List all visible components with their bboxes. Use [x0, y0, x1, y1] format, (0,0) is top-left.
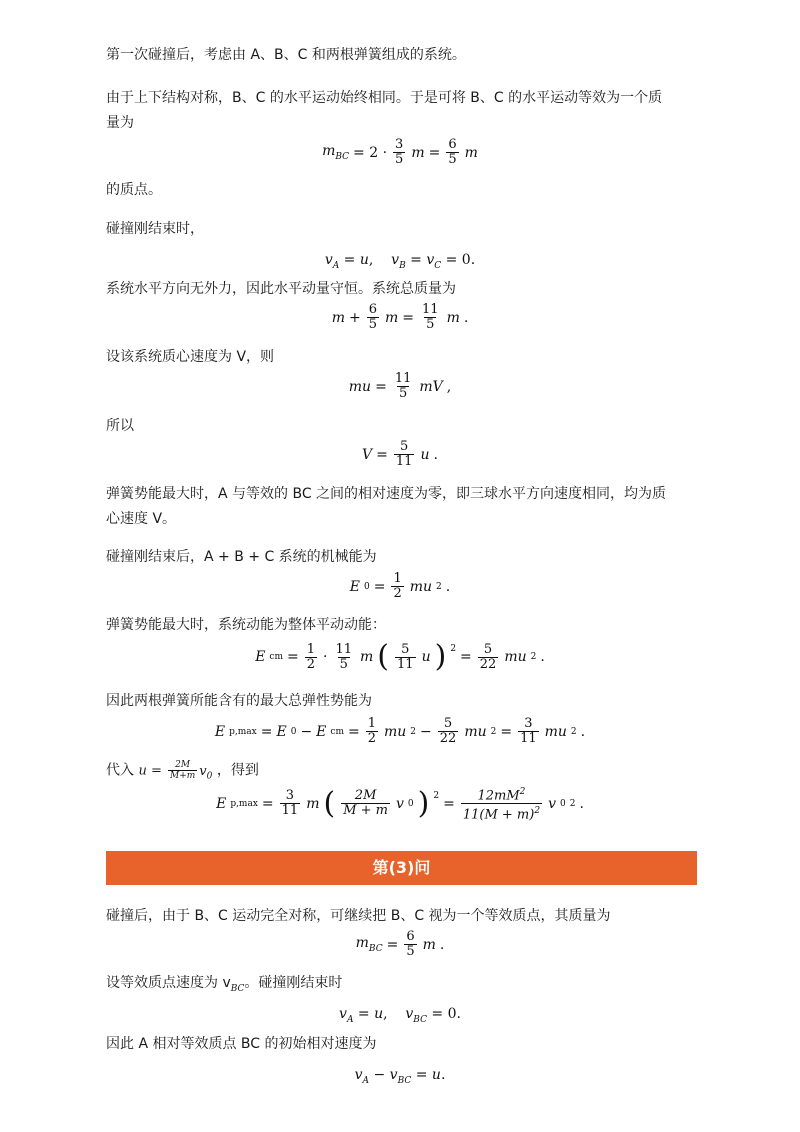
paragraph: 心速度 V。 — [106, 511, 177, 527]
equation-initial-velocities-2: $v_A = u$, $v_{BC} = 0$. — [339, 1006, 461, 1025]
text: 。碰撞刚结束时 — [244, 975, 343, 991]
paragraph: 代入 u = $\frac{2M}{M+m}$ $v_0$ ，得到 — [106, 760, 259, 782]
section-header: 第(3)问 — [106, 851, 697, 885]
paragraph: 弹簧势能最大时，A 与等效的 BC 之间的相对速度为零，即三球水平方向速度相同，均为质 — [106, 486, 667, 502]
text: 设等效质点速度为 v — [106, 975, 231, 991]
equation-e0: E 0 = $\frac{1}{2}$ mu 2 . — [349, 571, 451, 601]
equation-mbc-2: $m_{BC}$ = $\frac{6}{5}$ m . — [355, 929, 445, 959]
paragraph: 的质点。 — [106, 182, 162, 198]
equation-ep-max: E p,max = E 0 − E cm = $\frac{1}{2}$ mu 2 − $\frac{5}{22}$ mu 2 = $\frac{3}{11}$ mu 2 . — [214, 716, 586, 746]
equation-relative-velocity: $v_A - v_{BC} = u$. — [354, 1067, 446, 1086]
paragraph: 因此两根弹簧所能含有的最大总弹性势能为 — [106, 693, 372, 709]
equation-ep-max-final: E p,max = $\frac{3}{11}$ m ( $\frac{2M}{M + m}$ v 0 ) $^2$ = $\frac{12mM^2}{11(M + m)^2}$ v 0 2 . — [216, 785, 584, 823]
equation-ecm: E cm = $\frac{1}{2}$ · $\frac{11}{5}$ m ( $\frac{5}{11}$ u ) $^2$ = $\frac{5}{22}$ mu 2 . — [255, 639, 545, 674]
paragraph: 第一次碰撞后，考虑由 A、B、C 和两根弹簧组成的系统。 — [106, 47, 466, 63]
paragraph: 设等效质点速度为 $v_{BC}$。碰撞刚结束时 — [106, 975, 343, 994]
paragraph: 碰撞刚结束后，A + B + C 系统的机械能为 — [106, 549, 377, 565]
equation-initial-velocities: $v_A = u$, $v_B = v_C = 0$. — [324, 252, 476, 271]
paragraph: 所以 — [106, 418, 134, 434]
equation-momentum: mu = $\frac{11}{5}$ mV , — [348, 371, 452, 401]
equation-mbc: $m_{BC}$ = 2 · $\frac{3}{5}$ m = $\frac{6}{5}$ m — [322, 137, 478, 167]
paragraph: 量为 — [106, 115, 134, 131]
equation-v-cm: V = $\frac{5}{11}$ u . — [362, 439, 438, 469]
paragraph: 碰撞刚结束时， — [106, 221, 204, 237]
paragraph: 碰撞后，由于 B、C 运动完全对称，可继续把 B、C 视为一个等效质点，其质量为 — [106, 908, 611, 924]
paragraph: 因此 A 相对等效质点 BC 的初始相对速度为 — [106, 1036, 377, 1052]
paragraph: 由于上下结构对称，B、C 的水平运动始终相同。于是可将 B、C 的水平运动等效为一个质 — [106, 90, 663, 106]
equation-total-mass: m + $\frac{6}{5}$ m = $\frac{11}{5}$ m . — [331, 302, 469, 332]
text: ，得到 — [216, 762, 259, 779]
paragraph: 弹簧势能最大时，系统动能为整体平动动能： — [106, 617, 386, 633]
paragraph: 系统水平方向无外力，因此水平动量守恒。系统总质量为 — [106, 281, 456, 297]
text: 代入 — [106, 762, 134, 779]
paragraph: 设该系统质心速度为 V，则 — [106, 349, 275, 365]
